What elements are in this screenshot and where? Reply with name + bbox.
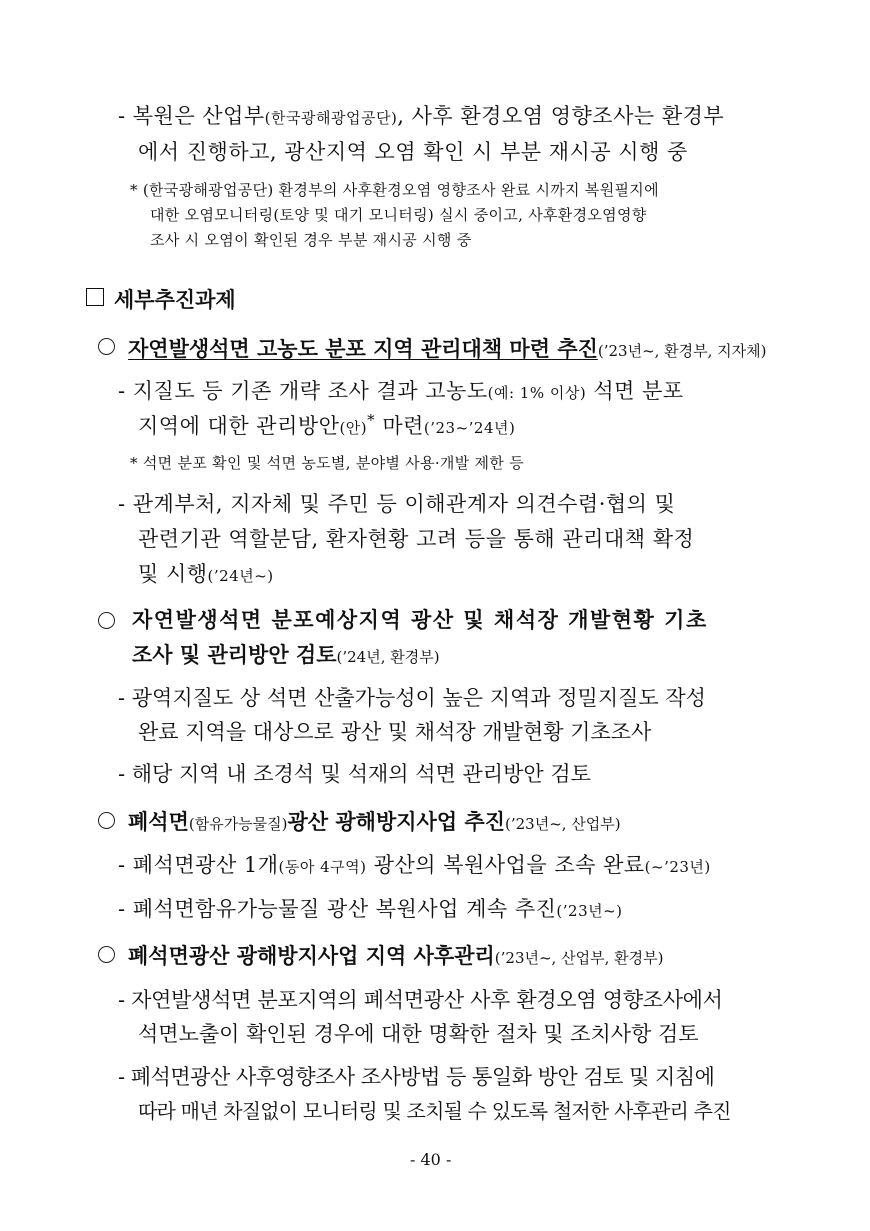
task1-bullet1-line-2 (138, 410, 515, 440)
intro-bullet-line-2: 에서 진행하고, 광산지역 오염 확인 시 부분 재시공 시행 중 (138, 140, 688, 164)
task2-title-line-2: 조사 및 관리방안 검토 (132, 642, 337, 667)
task1-b1-l2-draft: (안) (339, 419, 368, 437)
task1-bullet2-line-1: - 관계부처, 지자체 및 주민 등 이해관계자 의견수렴·협의 및 (118, 492, 676, 516)
task1-footnote: * 석면 분포 확인 및 석면 농도별, 분야별 사용·개발 제한 등 (130, 454, 524, 472)
task1-b1-l2-asterisk: * (367, 411, 376, 429)
task3-meta: (’23년~, 산업부) (505, 815, 621, 833)
task2-meta: (’24년, 환경부) (336, 648, 440, 666)
task3-b1-text-b: 광산의 복원사업을 조속 완료 (366, 853, 645, 877)
task1-meta: (’23년~, 환경부, 지자체) (597, 342, 767, 360)
task1-bullet2-line-3 (138, 558, 274, 588)
task3-title-a: 폐석면 (128, 809, 189, 834)
task4-bullet2-line-2: 따라 매년 차질없이 모니터링 및 조치될 수 있도록 철저한 사후관리 추진 (138, 1099, 731, 1123)
task4-meta: (’23년~, 산업부, 환경부) (494, 949, 664, 967)
task2-bullet-circle (98, 612, 115, 629)
task1-b1-example: (예: 1% 이상) (487, 384, 587, 402)
task3-b2-meta: (’23년~) (556, 902, 623, 920)
task1-bullet2-line-2: 관련기관 역할분담, 환자현황 고려 등을 통해 관리대책 확정 (138, 527, 695, 551)
task2-bullet1-line-2: 완료 지역을 대상으로 광산 및 채석장 개발현황 기초조사 (138, 720, 652, 744)
task1-b2-l3-meta: (’24년~) (207, 567, 274, 585)
task2-bullet1-line-1: - 광역지질도 상 석면 산출가능성이 높은 지역과 정밀지질도 작성 (118, 686, 706, 710)
task1-b1-l2-text-a: 지역에 대한 관리방안 (138, 414, 340, 438)
intro-footnote-line-1: * (한국광해광업공단) 환경부의 사후환경오염 영향조사 완료 시까지 복원필지에 (130, 181, 659, 199)
task3-b1-meta: (~’23년) (644, 858, 711, 876)
task1-title: 자연발생석면 고농도 분포 지역 관리대책 마련 추진 (128, 336, 598, 361)
task4-bullet1-line-1: - 자연발생석면 분포지역의 폐석면광산 사후 환경오염 영향조사에서 (118, 988, 723, 1012)
intro-bullet-agency: (한국광해광업공단) (264, 109, 398, 127)
section-checkbox (86, 288, 104, 306)
task3-bullet2 (118, 893, 623, 923)
intro-bullet-text-a: - 복원은 산업부 (118, 104, 265, 128)
task3-heading (128, 806, 621, 836)
intro-bullet-text-b: , 사후 환경오염 영향조사는 환경부 (397, 104, 725, 128)
task3-b1-small: (동아 4구역) (278, 858, 367, 876)
task4-bullet1-line-2: 석면노출이 확인된 경우에 대한 명확한 절차 및 조치사항 검토 (138, 1022, 699, 1046)
task3-bullet1 (118, 849, 711, 879)
page-number: - 40 - (410, 1150, 452, 1169)
intro-footnote-line-2: 대한 오염모니터링(토양 및 대기 모니터링) 실시 중이고, 사후환경오염영향 (150, 206, 647, 224)
intro-footnote-line-3: 조사 시 오염이 확인된 경우 부분 재시공 시행 중 (150, 231, 472, 249)
task4-bullet-circle (98, 946, 115, 963)
task2-title-line-1: 자연발생석면 분포예상지역 광산 및 채석장 개발현황 기초 (132, 607, 708, 632)
task1-b2-l3-text: 및 시행 (138, 562, 208, 586)
section-title: 세부추진과제 (114, 287, 236, 312)
task1-b1-l2-text-b: 마련 (375, 414, 424, 438)
task2-heading-line-2 (132, 639, 440, 669)
task2-bullet2: - 해당 지역 내 조경석 및 석재의 석면 관리방안 검토 (118, 762, 591, 786)
task3-bullet-circle (98, 812, 115, 829)
task1-b1-text-a: - 지질도 등 기존 개략 조사 결과 고농도 (118, 379, 488, 403)
task1-b1-l2-meta: (’23~’24년) (423, 419, 516, 437)
task3-b1-text-a: - 폐석면광산 1개 (118, 853, 279, 877)
task4-title: 폐석면광산 광해방지사업 지역 사후관리 (128, 943, 495, 968)
task3-title-small: (함유가능물질) (188, 815, 288, 833)
intro-bullet-line-1 (118, 100, 724, 130)
task1-heading (128, 333, 767, 363)
task1-bullet-circle (98, 338, 115, 355)
task4-heading (128, 940, 663, 970)
task3-title-b: 광산 광해방지사업 추진 (287, 809, 505, 834)
task4-bullet2-line-1: - 폐석면광산 사후영향조사 조사방법 등 통일화 방안 검토 및 지침에 (118, 1065, 715, 1089)
task1-bullet1-line-1 (118, 375, 684, 405)
task3-b2-text: - 폐석면함유가능물질 광산 복원사업 계속 추진 (118, 897, 557, 921)
task1-b1-text-b: 석면 분포 (586, 379, 684, 403)
